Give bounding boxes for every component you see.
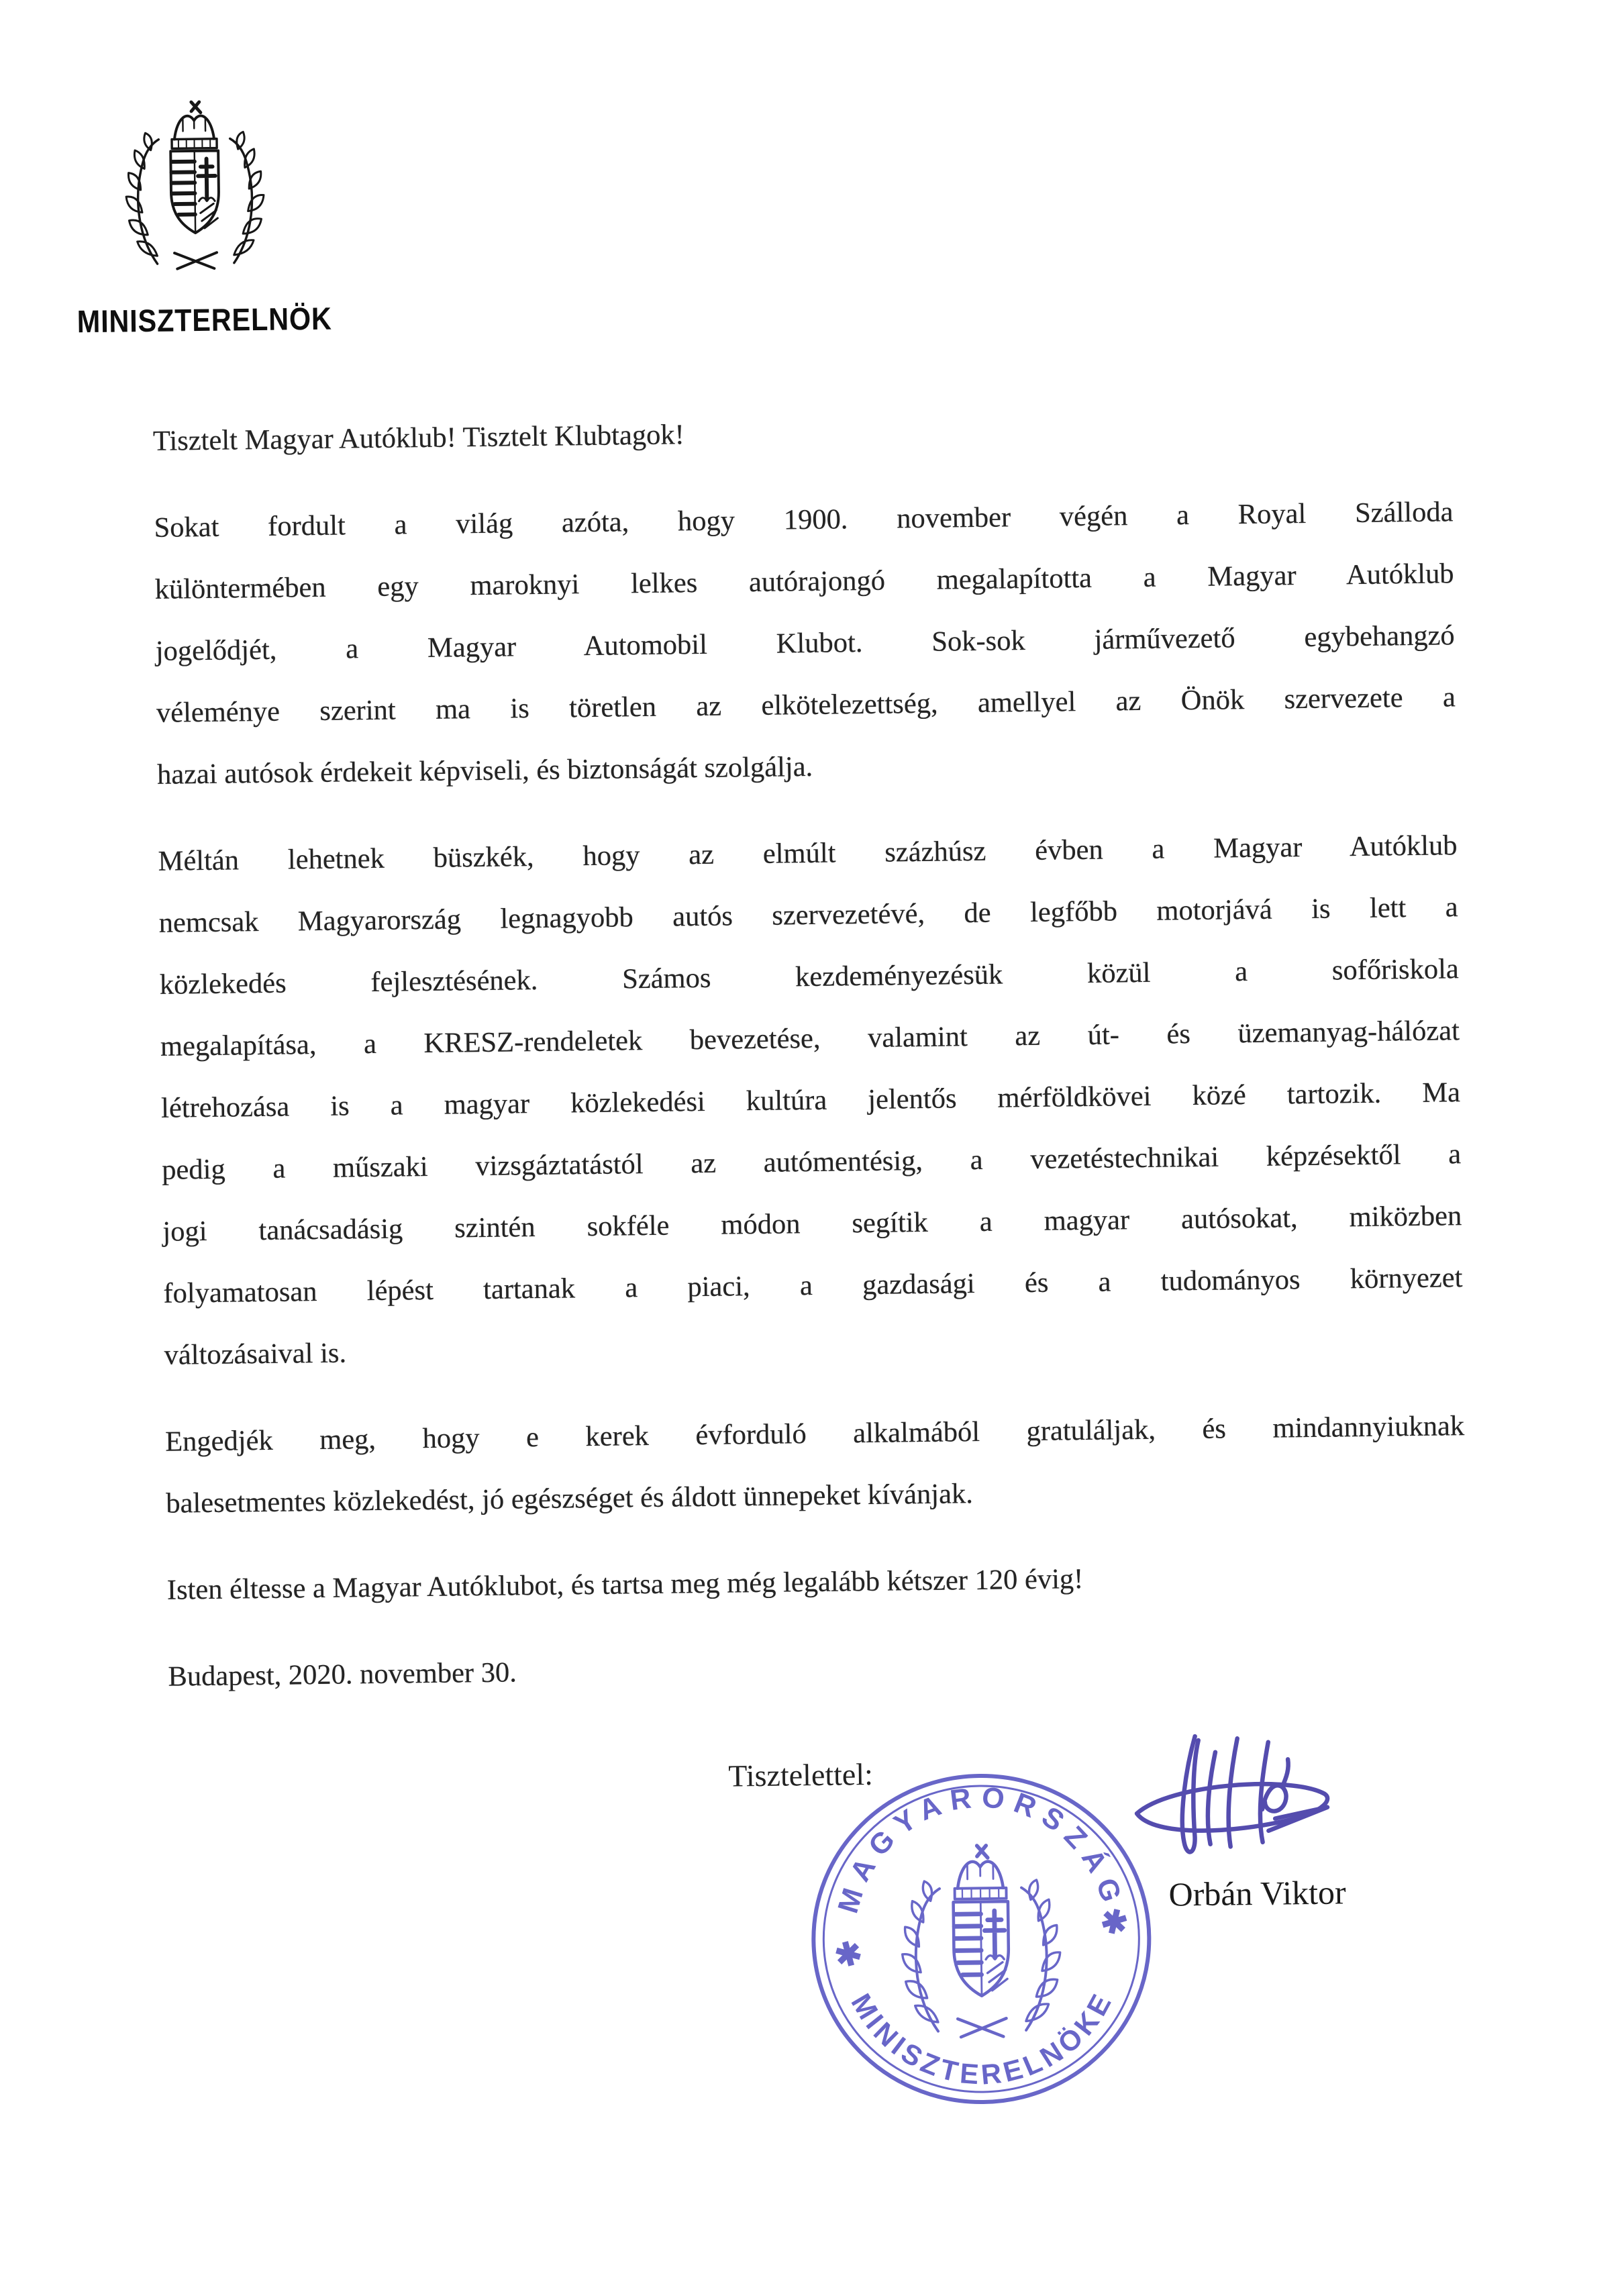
- letter-text-line: közlekedés fejlesztésének. Számos kezdeményezésük közül a sofőriskola: [159, 953, 1460, 1001]
- letter-text-line: különtermében egy maroknyi lelkes autórajongó megalapította a Magyar Autóklub: [154, 558, 1454, 605]
- paragraph-3: [165, 1395, 1466, 1535]
- closing-salutation: Tisztelettel:: [728, 1756, 874, 1793]
- paragraph-2: [158, 815, 1464, 1387]
- paragraph-1: [154, 481, 1456, 806]
- date-line: Budapest, 2020. november 30.: [168, 1656, 517, 1693]
- stamp-bottom-text: MINISZTERELNÖKE: [845, 1985, 1119, 2091]
- coat-of-arms-crest-icon: [113, 96, 276, 277]
- letter-text-line: jogelődjét, a Magyar Automobil Klubot. Sok-sok járművezető egybehangzó: [155, 619, 1455, 667]
- toast-line: Isten éltesse a Magyar Autóklubot, és tartsa meg még legalább kétszer 120 évig!: [166, 1563, 1084, 1606]
- letter-text-line: nemcsak Magyarország legnagyobb autós szervezetévé, de legfőbb motorjává is lett a: [158, 891, 1458, 939]
- letter-text-line: megalapítása, a KRESZ-rendeletek bevezetése, valamint az út- és üzemanyag-hálózat: [160, 1015, 1460, 1062]
- stamp-star-right-icon: ✱: [1097, 1902, 1131, 1944]
- letter-text-line: véleménye szerint ma is töretlen az elkötelezettség, amellyel az Önök szervezete a: [156, 681, 1456, 729]
- stamp-top-text: MAGYARORSZÁG: [831, 1781, 1130, 1917]
- handwritten-signature: [1127, 1709, 1358, 1876]
- letter-text-line: jogi tanácsadásig szintén sokféle módon segítik a magyar autósokat, miközben: [162, 1200, 1462, 1248]
- letter-text-line: Engedjék meg, hogy e kerek évforduló alkalmából gratuláljak, és mindannyiuknak: [164, 1410, 1465, 1458]
- letter-text-line: Méltán lehetnek büszkék, hogy az elmúlt százhúsz évben a Magyar Autóklub: [158, 830, 1458, 877]
- salutation: Tisztelt Magyar Autóklub! Tisztelt Klubtagok!: [152, 419, 684, 457]
- letter-body: [152, 395, 1468, 1733]
- ministry-title: MINISZTERELNÖK: [77, 300, 333, 340]
- letter-text-line: pedig a műszaki vizsgáztatástól az autómentésig, a vezetéstechnikai képzésektől a: [161, 1138, 1462, 1186]
- letter-text-line: hazai autósok érdekeit képviseli, és biztonságát szolgálja.: [156, 750, 813, 791]
- letter-text-line: Sokat fordult a világ azóta, hogy 1900. november végén a Royal Szálloda: [154, 496, 1454, 544]
- letter-text-line: változásaival is.: [164, 1337, 347, 1371]
- stamp-star-left-icon: ✱: [831, 1934, 866, 1976]
- letter-text-line: létrehozása is a magyar közlekedési kultúra jelentős mérföldkövei közé tartozik. Ma: [160, 1077, 1461, 1124]
- letter-text-line: balesetmentes közlekedést, jó egészséget és áldott ünnepeket kívánjak.: [166, 1478, 974, 1519]
- letter-text-line: folyamatosan lépést tartanak a piaci, a gazdasági és a tudományos környezet: [163, 1262, 1463, 1309]
- signer-name: Orbán Viktor: [1168, 1873, 1346, 1913]
- stamp-coat-of-arms-icon: [901, 1845, 1062, 2038]
- prime-minister-seal-stamp: [805, 1768, 1158, 2111]
